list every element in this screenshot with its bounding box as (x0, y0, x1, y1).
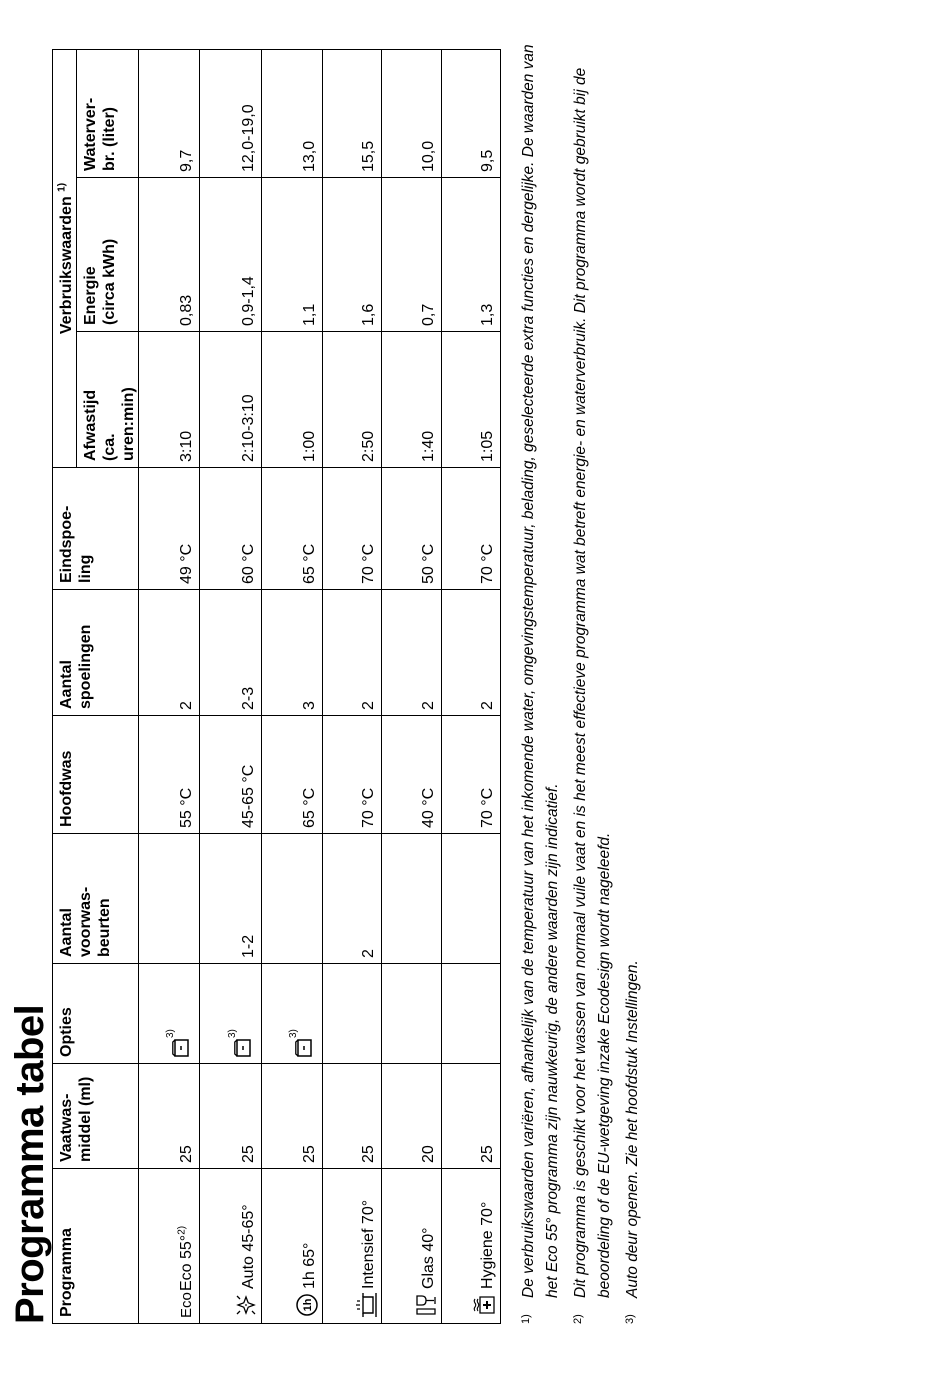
auto-door-open-icon (233, 1038, 253, 1058)
energy-cell: 0,9-1,4 (200, 178, 261, 332)
rinses-cell: 2 (441, 590, 500, 716)
final-rinse-cell: 50 °C (382, 468, 441, 590)
footnote: 2) Dit programma is geschikt voor het wassen van normaal vuile vaat en is het meest effectieve programma wat betreft energie- en waterverbruik. Dit programma wordt gebruikt bij de beoordeling of de EU-wetgeving inzake Ecodesign wordt nageleefd. (572, 67, 613, 1324)
prewash-cell: 1-2 (200, 834, 261, 964)
detergent-cell: 25 (139, 1064, 200, 1169)
time-cell: 1:40 (382, 332, 441, 468)
program-cell (441, 1169, 500, 1324)
time-cell: 2:50 (323, 332, 382, 468)
final-rinse-cell: 70 °C (441, 468, 500, 590)
auto-door-open-icon (171, 1038, 191, 1058)
prewash-cell (139, 834, 200, 964)
options-cell (323, 964, 382, 1064)
footnote: 1) De verbruikswaarden variëren, afhankelijk van de temperatuur van het inkomende water, omgevingstemperatuur, belading, geselecteerde extra functies en dergelijke. De waarden van het Eco 55° programma zijn nauwkeurig, de andere waarden zijn indicatief. (520, 44, 561, 1324)
options-cell (441, 964, 500, 1064)
program-cell (200, 1169, 261, 1324)
table-row (441, 50, 500, 1324)
program-cell (139, 1169, 200, 1324)
final-rinse-cell: 65 °C (261, 468, 322, 590)
prewash-cell (261, 834, 322, 964)
footnotes (517, 44, 649, 1324)
1h-icon (295, 1292, 319, 1318)
rinses-cell: 2 (323, 590, 382, 716)
program-name: Intensief 70° (360, 1199, 378, 1289)
header-programma: Programma (53, 1169, 139, 1324)
detergent-cell: 25 (441, 1064, 500, 1169)
table-row (382, 50, 441, 1324)
detergent-cell: 25 (323, 1064, 382, 1169)
program-name: Hygiene 70° (479, 1201, 496, 1289)
time-cell: 3:10 (139, 332, 200, 468)
final-rinse-cell: 49 °C (139, 468, 200, 590)
rinses-cell: 3 (261, 590, 322, 716)
time-cell: 1:05 (441, 332, 500, 468)
final-rinse-cell: 60 °C (200, 468, 261, 590)
prewash-cell (382, 834, 441, 964)
table-row (323, 50, 382, 1324)
header-spoelingen: Aantal spoelingen (53, 590, 139, 716)
energy-cell: 0,7 (382, 178, 441, 332)
mainwash-cell: 40 °C (382, 716, 441, 834)
detergent-cell: 25 (261, 1064, 322, 1169)
program-table (52, 49, 501, 1324)
header-waterverbruik: Waterver- br. (liter) (77, 50, 139, 178)
program-cell (323, 1169, 382, 1324)
page-title: Programma tabel (8, 1004, 52, 1324)
program-cell (261, 1169, 322, 1324)
footnote: 3) Auto deur openen. Zie het hoofdstuk Instellingen. (624, 960, 641, 1324)
auto-sparkle-icon (234, 1292, 258, 1318)
water-cell: 9,5 (441, 50, 500, 178)
rinses-cell: 2 (139, 590, 200, 716)
auto-door-open-icon (294, 1038, 314, 1058)
table-row (139, 50, 200, 1324)
glass-icon (414, 1292, 438, 1318)
rinses-cell: 2 (382, 590, 441, 716)
header-hoofdwas: Hoofdwas (53, 716, 139, 834)
detergent-cell: 25 (200, 1064, 261, 1169)
energy-cell: 1,3 (441, 178, 500, 332)
final-rinse-cell: 70 °C (323, 468, 382, 590)
program-name: 1h 65° (301, 1242, 319, 1289)
header-voorwas: Aantal voorwas- beurten (53, 834, 139, 964)
energy-cell: 0,83 (139, 178, 200, 332)
water-cell: 15,5 (323, 50, 382, 178)
prewash-cell: 2 (323, 834, 382, 964)
time-cell: 1:00 (261, 332, 322, 468)
time-cell: 2:10-3:10 (200, 332, 261, 468)
options-cell: 3) (261, 964, 322, 1064)
header-verbruikswaarden: Verbruikswaarden $^{1)}$ (53, 50, 77, 468)
hygiene-icon (473, 1292, 497, 1318)
water-cell: 13,0 (261, 50, 322, 178)
program-cell (382, 1169, 441, 1324)
header-vaatwasmiddel: Vaatwas- middel (ml) (53, 1064, 139, 1169)
eco-icon: Eco (178, 1292, 196, 1318)
header-eindspoeling: Eindspoe- ling (53, 468, 139, 590)
program-name: Eco 55°$^{2)}$ (177, 1225, 196, 1291)
header-row (53, 50, 77, 1324)
options-cell (382, 964, 441, 1064)
rinses-cell: 2-3 (200, 590, 261, 716)
program-name: Glas 40° (419, 1227, 437, 1289)
water-cell: 12,0-19,0 (200, 50, 261, 178)
water-cell: 9,7 (139, 50, 200, 178)
program-name: Auto 45-65° (239, 1204, 257, 1289)
prewash-cell (441, 834, 500, 964)
detergent-cell: 20 (382, 1064, 441, 1169)
header-opties: Opties (53, 964, 139, 1064)
header-energie: Energie (circa kWh) (77, 178, 139, 332)
table-row (200, 50, 261, 1324)
mainwash-cell: 45-65 °C (200, 716, 261, 834)
mainwash-cell: 70 °C (323, 716, 382, 834)
mainwash-cell: 70 °C (441, 716, 500, 834)
energy-cell: 1,6 (323, 178, 382, 332)
header-afwastijd: Afwastijd (ca. uren:min) (77, 332, 139, 468)
mainwash-cell: 65 °C (261, 716, 322, 834)
pot-icon (354, 1292, 378, 1318)
options-cell: 3) (200, 964, 261, 1064)
table-row (261, 50, 322, 1324)
mainwash-cell: 55 °C (139, 716, 200, 834)
water-cell: 10,0 (382, 50, 441, 178)
energy-cell: 1,1 (261, 178, 322, 332)
options-cell: 3) (139, 964, 200, 1064)
svg-text:1h: 1h (302, 1298, 315, 1312)
